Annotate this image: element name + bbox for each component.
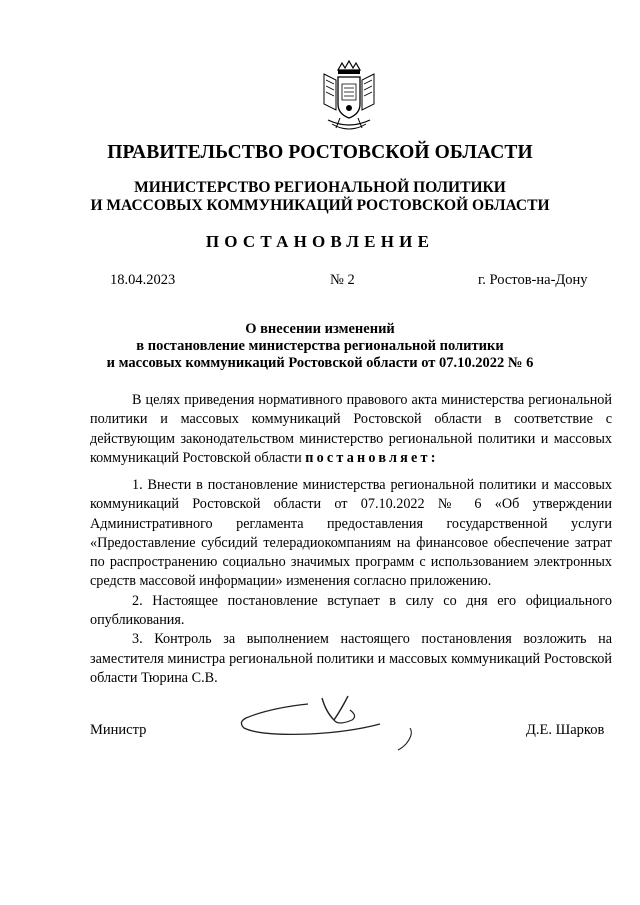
decree-item: 2. Настоящее постановление вступает в силу со дня его официального опубликования. (90, 592, 612, 629)
preamble (90, 391, 612, 468)
decree-word: постановляет: (305, 449, 439, 466)
ministry-line: МИНИСТЕРСТВО РЕГИОНАЛЬНОЙ ПОЛИТИКИ (134, 179, 506, 196)
preamble-paragraph (90, 391, 612, 468)
ministry-line: И МАССОВЫХ КОММУНИКАЦИЙ РОСТОВСКОЙ ОБЛАСТИ (90, 197, 550, 214)
signatory-position: Министр (90, 722, 147, 738)
subject-line: в постановление министерства региональной политики (136, 338, 504, 354)
subject-line: и массовых коммуникаций Ростовской области от 07.10.2022 № 6 (106, 355, 534, 371)
document-date: 18.04.2023 (110, 272, 176, 288)
document-place: г. Ростов-на-Дону (478, 272, 588, 288)
coat-of-arms-icon (314, 60, 384, 136)
preamble-text: В целях приведения нормативного правового акта министерства региональной политики и массовых коммуникаций Ростовской области в соответствие с действующим законодательством министерство региональной политики и массовых коммуникаций Ростовской области (90, 392, 612, 466)
handwritten-signature-icon (230, 690, 430, 760)
decree-items (90, 476, 612, 688)
document-number: № 2 (330, 272, 355, 288)
subject-line: О внесении изменений (245, 321, 395, 337)
decree-item: 1. Внести в постановление министерства региональной политики и массовых коммуникаций Ростовской области от 07.10.2022 № 6 «Об утверждении Административного регламента предоставления государственной услуги «Предоставление субсидий телерадиокомпаниям на финансовое обеспечение затрат по распространению социально значимых программ с использованием электронных средств массовой информации» изменения согласно приложению. (90, 477, 612, 590)
decree-item: 3. Контроль за выполнением настоящего постановления возложить на заместителя министра региональной политики и массовых коммуникаций Ростовской области Тюрина С.В. (90, 631, 612, 686)
government-title: ПРАВИТЕЛЬСТВО РОСТОВСКОЙ ОБЛАСТИ (107, 142, 533, 163)
document-type: ПОСТАНОВЛЕНИЕ (205, 232, 435, 251)
document-subject (0, 321, 640, 372)
signatory-name: Д.Е. Шарков (526, 722, 605, 738)
ministry-name (0, 179, 640, 215)
